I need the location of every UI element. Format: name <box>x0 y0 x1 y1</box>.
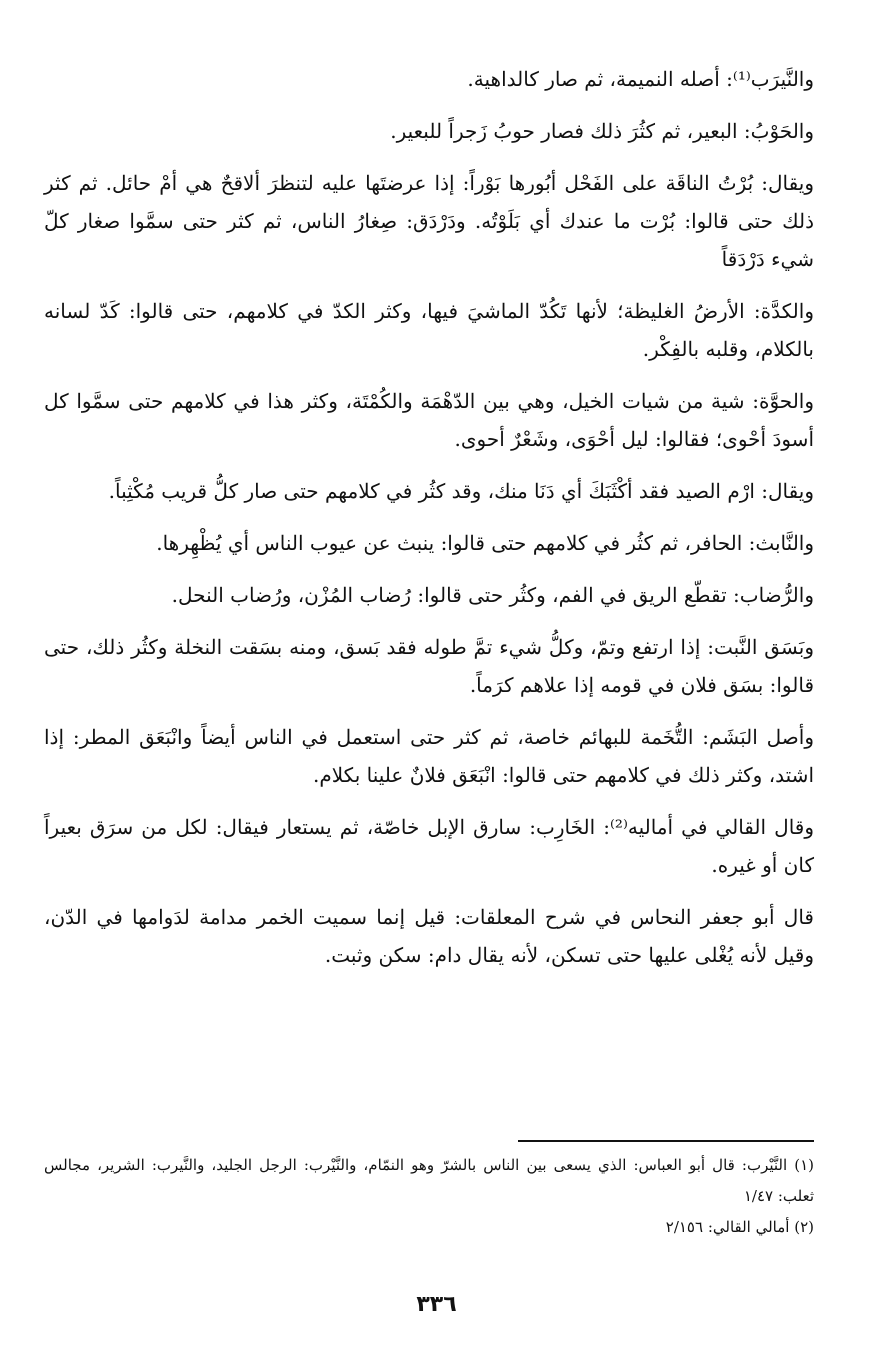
paragraph-8: والرُّضاب: تقطّع الريق في الفم، وكثُر حتى قالوا: رُضاب المُزْن، ورُضاب النحل. <box>171 583 814 607</box>
paragraph-5: والحوَّة: شية من شيات الخيل، وهي بين الدّهْمَة والكُمْتَة، وكثر هذا في كلامهم حتى سمَّوا كل أسودَ أحْوى؛ فقالوا: ليل أحْوَى، وشَعْرٌ أحوى. <box>44 389 814 451</box>
paragraph-4: والكدَّة: الأرضُ الغليظة؛ لأنها تَكُدّ الماشيَ فيها، وكثر الكدّ في كلامهم، حتى قالوا: كَدّ لسانه بالكلام، وقلبه بالفِكْر. <box>44 299 814 361</box>
paragraph-9: وبَسَق النَّبت: إذا ارتفع وتمّ، وكلُّ شيء تمَّ طوله فقد بَسق، ومنه بسَقت النخلة وكثُر ذلك، حتى قالوا: بسَق فلان في قومه إذا علاهم كرَماً. <box>44 635 814 697</box>
footnote-1: (١) النَّيْرب: قال أبو العباس: الذي يسعى بين الناس بالشرّ وهو النمّام، والنَّيْرب: الرجل الجليد، والنَّيرب: الشرير، مجالس ثعلب: ١/٤٧ <box>44 1156 814 1205</box>
footnote-2: (٢) أمالي القالي: ٢/١٥٦ <box>665 1218 814 1236</box>
paragraph-7: والنَّابث: الحافر، ثم كثُر في كلامهم حتى قالوا: ينبث عن عيوب الناس أي يُظْهِرها. <box>156 531 814 555</box>
paragraph-3: ويقال: بُرْتُ الناقَة على الفَحْل أبُورها بَوْراً: إذا عرضتَها عليه لتنظرَ ألاقحٌ هي أمْ حائل. ثم كثر ذلك حتى قالوا: بُرْت ما عندك أي بَلَوْتُه. ودَرْدَق: صِغارُ الناس، ثم كثر حتى سمَّوا صغار كلّ شيء دَرْدَقاً <box>44 171 814 271</box>
footnote-separator <box>518 1140 814 1142</box>
paragraph-12: قال أبو جعفر النحاس في شرح المعلقات: قيل إنما سميت الخمر مدامة لدَوامها في الدّن، وقيل لأنه يُغْلى عليها حتى تسكن، لأنه يقال دام: سكن وثبت. <box>44 905 814 967</box>
paragraph-1: والنَّيرَب⁽¹⁾: أصله النميمة، ثم صار كالداهية. <box>467 67 814 91</box>
paragraph-2: والحَوْبُ: البعير، ثم كثُرَ ذلك فصار حوبُ زَجراً للبعير. <box>390 119 814 143</box>
footnotes <box>44 1150 814 1243</box>
paragraph-6: ويقال: ارْم الصيد فقد أكْثَبَكَ أي دَنَا منك، وقد كثُر في كلامهم حتى صار كلُّ قريب مُكْثِباً. <box>108 479 814 503</box>
paragraph-10: وأصل البَشَم: التُّخَمة للبهائم خاصة، ثم كثر حتى استعمل في الناس أيضاً وانْبَعَق المطر: إذا اشتد، وكثر ذلك في كلامهم حتى قالوا: انْبَعَق فلانٌ علينا بكلام. <box>44 725 814 787</box>
paragraph-11: وقال القالي في أماليه⁽²⁾: الخَارِب: سارق الإبل خاصّة، ثم يستعار فيقال: لكل من سرَق بعيراً كان أو غيره. <box>44 815 815 877</box>
main-text <box>44 60 814 988</box>
page-number: ٣٣٦ <box>416 1292 457 1317</box>
